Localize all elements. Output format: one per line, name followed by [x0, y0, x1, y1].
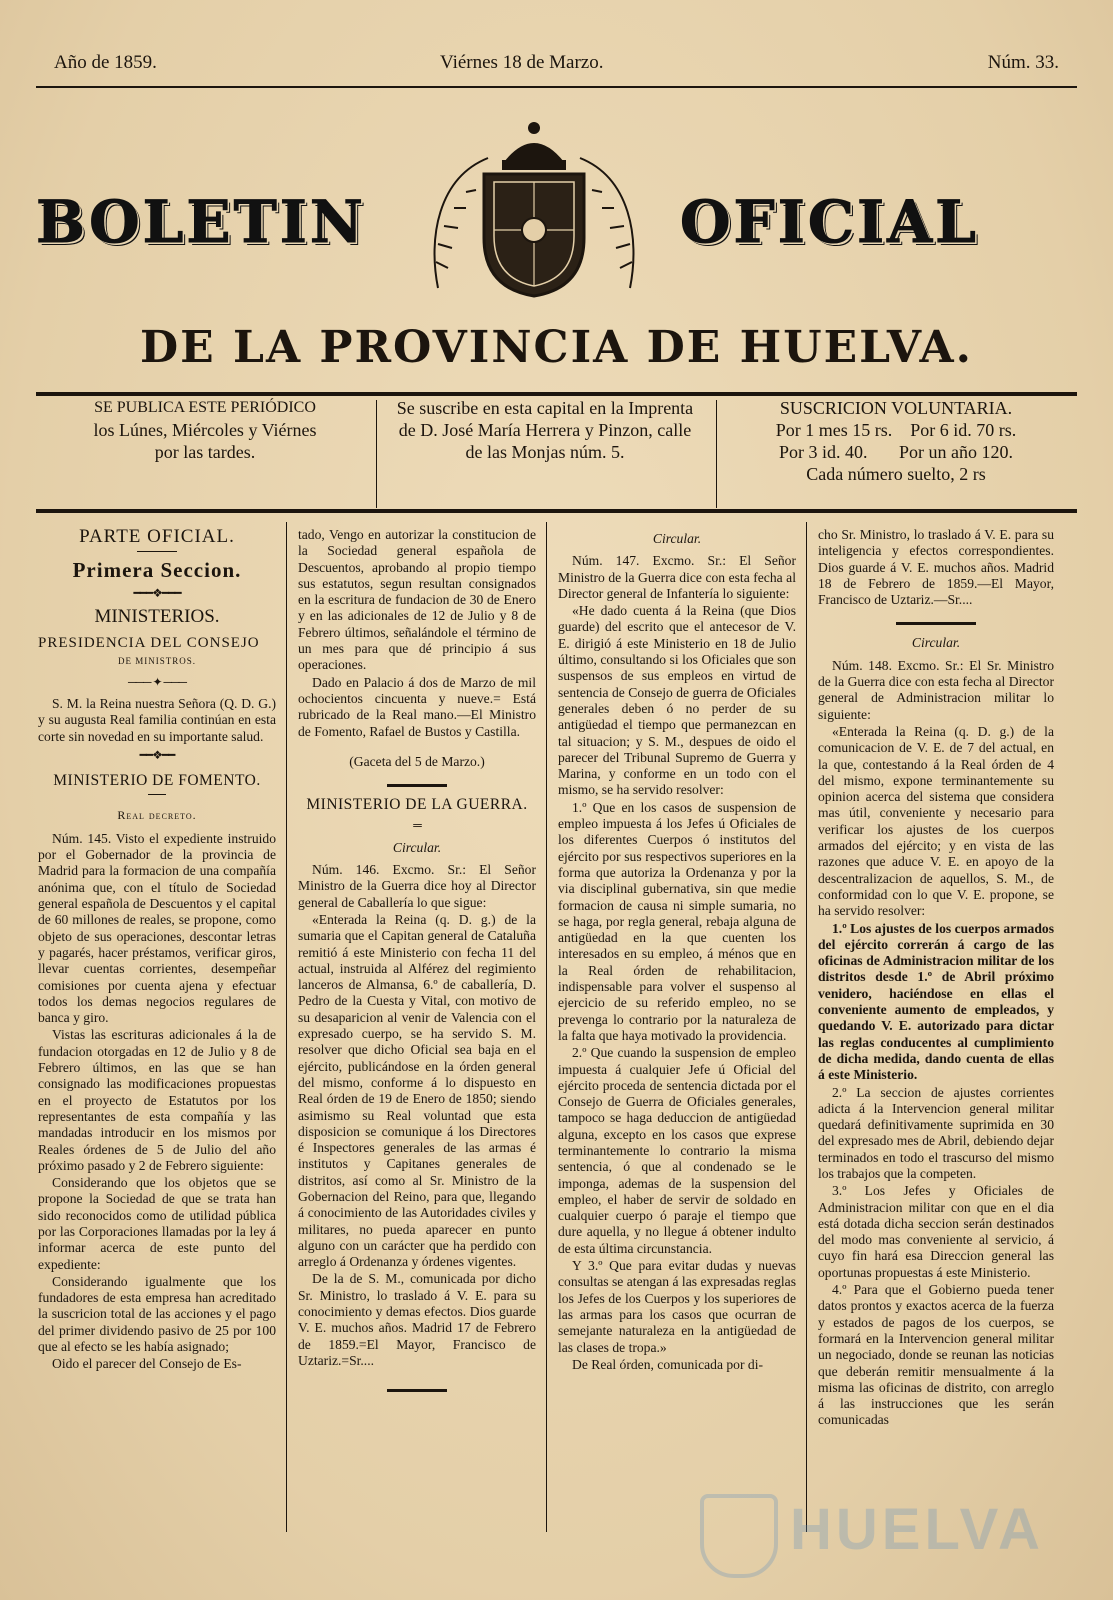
divider [148, 794, 166, 795]
issue-line [40, 52, 1073, 78]
paragraph: 1.º Que en los casos de suspension de empleo impuesta á los Jefes ú Oficiales de los diferentes Cuerpos ó institutos del ejército por sus respectivos superiores en la forma que autoriza la Ordenanza y por la via disciplinal gubernativa, sin que medie formacion de causa ni simple sumaria, no se haga, por regla general, rebaja alguna de antigüedad en la que cuenten los interesados en su empleo, á ménos que en la Real órden de rehabilitacion, indispensable para volver el suspenso al ejercicio de su referido empleo, no se prevenga lo contrario por la naturaleza de la falta que haya motivado la providencia. [558, 799, 796, 1043]
ornament-divider: ━━❖━━ [139, 747, 175, 762]
issue-year: Año de 1859. [54, 52, 157, 73]
column-2 [298, 527, 536, 1402]
paragraph: S. M. la Reina nuestra Señora (Q. D. G.) y su augusta Real familia continúan en esta corte sin novedad en su importante salud. [38, 696, 276, 744]
paragraph: 2.º La seccion de ajustes corrientes adicta á la Intervencion general militar quedará definitivamente suprimida en 30 del expresado mes de Abril, debiendo dejar terminados en todo el trascurso del mismo los trabajos que la competen. [818, 1084, 1054, 1181]
paragraph: Y 3.º Que para evitar dudas y nuevas consultas se atengan á las expresadas reglas los Jefes de los Cuerpos y los superiores de las armas para los casos que ocurran de semejante naturaleza en la antigüedad de las clases de tropa.» [558, 1258, 796, 1355]
divider [896, 622, 976, 625]
column-separator [806, 522, 807, 1532]
info-subscription-place [380, 397, 710, 505]
source-gaceta: (Gaceta del 5 de Marzo.) [349, 753, 485, 769]
paragraph: Núm. 146. Excmo. Sr.: El Señor Ministro de la Guerra dice hoy al Director general de Caballería lo que sigue: [298, 862, 536, 910]
info-publication-days: los Lúnes, Miércoles y Viérnes [93, 420, 317, 440]
issue-date: Viérnes 18 de Marzo. [440, 52, 604, 73]
heading-circular: Circular. [392, 839, 442, 855]
paragraph: tado, Vengo en autorizar la constitucion de la Sociedad general española de Descuentos, aprobando al propio tiempo sus estatutos, segun resultan consignados en la escritura de fundacion de 30 de Enero y en las adicionales de 12 de Julio y 8 de Febrero últimos, señalándole el término de un mes para que dé principio á sus operaciones. [298, 527, 536, 673]
info-place-line-2: de D. José María Herrera y Pinzon, calle [398, 420, 692, 440]
paragraph: Núm. 148. Excmo. Sr.: El Sr. Ministro de la Guerra dice con esta fecha al Director general de Administracion militar lo siguiente: [818, 657, 1054, 722]
masthead-word-right: OFICIAL [680, 188, 979, 256]
column-1 [38, 527, 276, 1374]
paragraph: 4.º Para que el Gobierno pueda tener datos prontos y exactos acerca de la fuerza y estados de pagos de los cuerpos, se formará en la Intervencion general militar un negociado, donde se reunan las noticias que deberán remitir mensualmente á la misma las oficinas de distrito, con arreglo á las instrucciones que les serán comunicadas [818, 1282, 1054, 1428]
paragraph: Considerando igualmente que los fundadores de esta empresa han acreditado la suscricion total de las acciones y el pago del primer dividendo pasivo de 25 por 100 que al efecto se les había asignado; [38, 1273, 276, 1355]
divider [137, 551, 177, 552]
paragraph: cho Sr. Ministro, lo traslado á V. E. para su inteligencia y efectos correspondientes. Dios guarde á V. E. muchos años. Madrid 18 de Febrero de 1859.—El Mayor, Francisco de Uztariz.—Sr.... [818, 527, 1054, 608]
paragraph: Núm. 147. Excmo. Sr.: El Señor Ministro de la Guerra dice con esta fecha al Director general de Infantería lo siguiente: [558, 553, 796, 601]
heading-circular: Circular. [911, 635, 961, 651]
issue-number: Núm. 33. [987, 52, 1059, 73]
column-separator [546, 522, 547, 1532]
info-bottom-rule [36, 509, 1077, 513]
info-publication-time: por las tardes. [154, 442, 256, 462]
masthead-word-left: BOLETIN [36, 188, 366, 256]
paragraph: Dado en Palacio á dos de Marzo de mil ochocientos cincuenta y nueve.= Está rubricado de la Real mano.—El Ministro de Fomento, Rafael de Bustos y Castilla. [298, 674, 536, 739]
info-prices-heading: SUSCRICION VOLUNTARIA. [779, 398, 1013, 418]
royal-crest-icon [418, 118, 650, 304]
paragraph: De Real órden, comunicada por di- [572, 1356, 763, 1372]
info-prices-line-1: Por 1 mes 15 rs. Por 6 id. 70 rs. [775, 420, 1017, 440]
info-prices-single: Cada número suelto, 2 rs [806, 464, 986, 484]
info-separator-1 [376, 400, 377, 508]
paragraph: Núm. 145. Visto el expediente instruido por el Gobernador de la provincia de Madrid para la formacion de una compañía anónima que, con el título de Sociedad general española de Descuentos y el capital de 60 millones de reales, se propone, como objeto de sus operaciones, descontar letras y pagarés, hacer préstamos, verificar giros, llevar cuentas corrientes, desempeñar comisiones por cuenta ajena y efectuar todos los demas negocios regulares de banca y giro. [38, 830, 276, 1026]
paragraph: De la de S. M., comunicada por dicho Sr. Ministro, lo traslado á V. E. para su conocimiento y demas efectos. Dios guarde V. E. muchos años. Madrid 17 de Febrero de 1859.=El Mayor, Francisco de Uztariz.=Sr.... [298, 1271, 536, 1368]
section-heading-primera-seccion: Primera Seccion. [72, 558, 242, 583]
divider [387, 1389, 447, 1392]
column-3 [558, 527, 796, 1374]
paragraph: 1.º Los ajustes de los cuerpos armados del ejército correrán á cargo de las oficinas de Administracion militar de los distritos desde 1.º de Abril próximo venidero, haciéndose en ellas el conveniente aumento de empleados, y quedando V. E. autorizado para dictar las reglas conducentes al cumplimiento de dicha medida, dando cuenta de ellas á este Ministerio. [818, 920, 1054, 1083]
info-publication [40, 397, 370, 505]
watermark-text: HUELVA [790, 1497, 1044, 1562]
divider [387, 784, 447, 787]
heading-real-decreto: Real decreto. [117, 807, 197, 822]
paragraph: 3.º Los Jefes y Oficiales de Administracion militar con que en el dia está dotada dicha seccion serán destinados del modo mas conveniente al servicio, á cuyo fin hará esa Direccion general las oportunas propuestas á este Ministerio. [818, 1183, 1054, 1280]
paragraph: «Enterada la Reina (q. D. g.) de la sumaria que el Capitan general de Cataluña remitió á este Ministerio con fecha 11 del actual, instruida al Alférez del regimiento lanceros de Almansa, 6.º de caballería, D. Pedro de la Cuesta y Vital, con motivo de su desaparicion al venir de Valencia con el expresado cuerpo, se ha servido S. M. resolver que dicho Oficial sea baja en el ejército, publicándose en la órden general del mismo, conforme á lo dispuesto en Real órden de 19 de Enero de 1850; siendo asimismo su Real voluntad que esta disposicion se comunique á los Directores é Inspectores generales de las armas é institutos y Capitanes generales de distritos, así como al Sr. Ministro de la Gobernacion del Reino, para que, llegando á conocimiento de las Autoridades civiles y militares, no pueda aparecer en punto alguno con un carácter que ha perdido con arreglo á Ordenanza y órdenes vigentes. [298, 911, 536, 1270]
heading-de-ministros: DE MINISTROS. [117, 656, 196, 667]
info-publication-heading: SE PUBLICA ESTE PERIÓDICO [94, 399, 316, 416]
paragraph: «Enterada la Reina (q. D. g.) de la comunicacion de V. E. de 7 del actual, en la que, contestando á la Real órden de 4 del mismo, expone terminantemente su opinion acerca del sistema que considera mas útil, conveniente y necesario para verificar los ajustes de los cuerpos armados del ejército; y en vista de las razones que aduce V. E. en apoyo de la descentralizacion de aquellos, S. M., de conformidad con lo que V. E. propone, se ha servido resolver: [818, 723, 1054, 919]
shield-icon [700, 1494, 778, 1578]
section-heading-parte-oficial: PARTE OFICIAL. [79, 526, 235, 547]
info-place-line-1: Se suscribe en esta capital en la Imprenta [396, 398, 694, 418]
heading-ministerios: MINISTERIOS. [94, 605, 220, 627]
info-place-line-3: de las Monjas núm. 5. [465, 442, 625, 462]
paragraph: «He dado cuenta á la Reina (que Dios guarde) del escrito que el antecesor de V. E. dirigió á este Ministerio en 18 de Julio último, consultando si los Oficiales que son suspensos de sus empleos en virtud de sentencia de Consejo de guerra de Oficiales generales deben ó no perder de su antigüedad el tiempo que permanezcan en tal situacion; y S. M., despues de oido el parecer del Tribunal Supremo de Guerra y Marina, y conforme en un todo con el mismo, se ha servido resolver: [558, 603, 796, 798]
info-prices-line-2: Por 3 id. 40. Por un año 120. [779, 442, 1013, 462]
info-subscription-prices [720, 397, 1072, 505]
column-separator [286, 522, 287, 1532]
top-rule [36, 86, 1077, 88]
heading-circular: Circular. [652, 531, 702, 546]
heading-ministerio-fomento: MINISTERIO DE FOMENTO. [53, 772, 261, 790]
info-separator-2 [716, 400, 717, 508]
ornament-divider: ━━━❖━━━ [133, 585, 181, 600]
archive-watermark [700, 1488, 1044, 1576]
ornament-divider: ═ [413, 818, 421, 833]
paragraph: Oido el parecer del Consejo de Es- [52, 1356, 242, 1372]
masthead-subtitle: DE LA PROVINCIA DE HUELVA. [140, 322, 973, 373]
paragraph: 2.º Que cuando la suspension de empleo impuesta á cualquier Jefe ú Oficial del ejército proceda de sentencia dictada por el Consejo de Guerra de Oficiales generales, tampoco se haga deduccion de antigüedad alguna, excepto en los casos que exprese terminantemente lo contrario la misma sentencia, ó que al condenado se le imponga, ademas de la suspension del empleo, el haber de servir de soldado en cualquier cuerpo ó paraje el tiempo que dure aquella, y no llegue á obtener indulto de esta última circunstancia. [558, 1045, 796, 1256]
column-4 [818, 527, 1054, 1430]
paragraph: Vistas las escrituras adicionales á la de fundacion otorgadas en 12 de Julio y 8 de Febrero últimos, en las que se han consignado las modificaciones propuestas en el proyecto de Estatutos por los representantes de esta compañía y las mandadas introducir en los mismos por Reales órdenes de 5 de Julio del año próximo pasado y 2 de Febrero siguiente: [38, 1027, 276, 1173]
paragraph: Considerando que los objetos que se propone la Sociedad de que se trata han sido reconocidos como de utilidad pública por las Corporaciones llamadas por la ley á informar acerca de este punto del expediente: [38, 1175, 276, 1272]
heading-presidencia: PRESIDENCIA DEL CONSEJO [38, 635, 260, 652]
heading-ministerio-guerra: MINISTERIO DE LA GUERRA. [306, 796, 528, 814]
info-top-rule [36, 392, 1077, 396]
ornament-divider: ─── ✦ ─── [127, 674, 187, 689]
